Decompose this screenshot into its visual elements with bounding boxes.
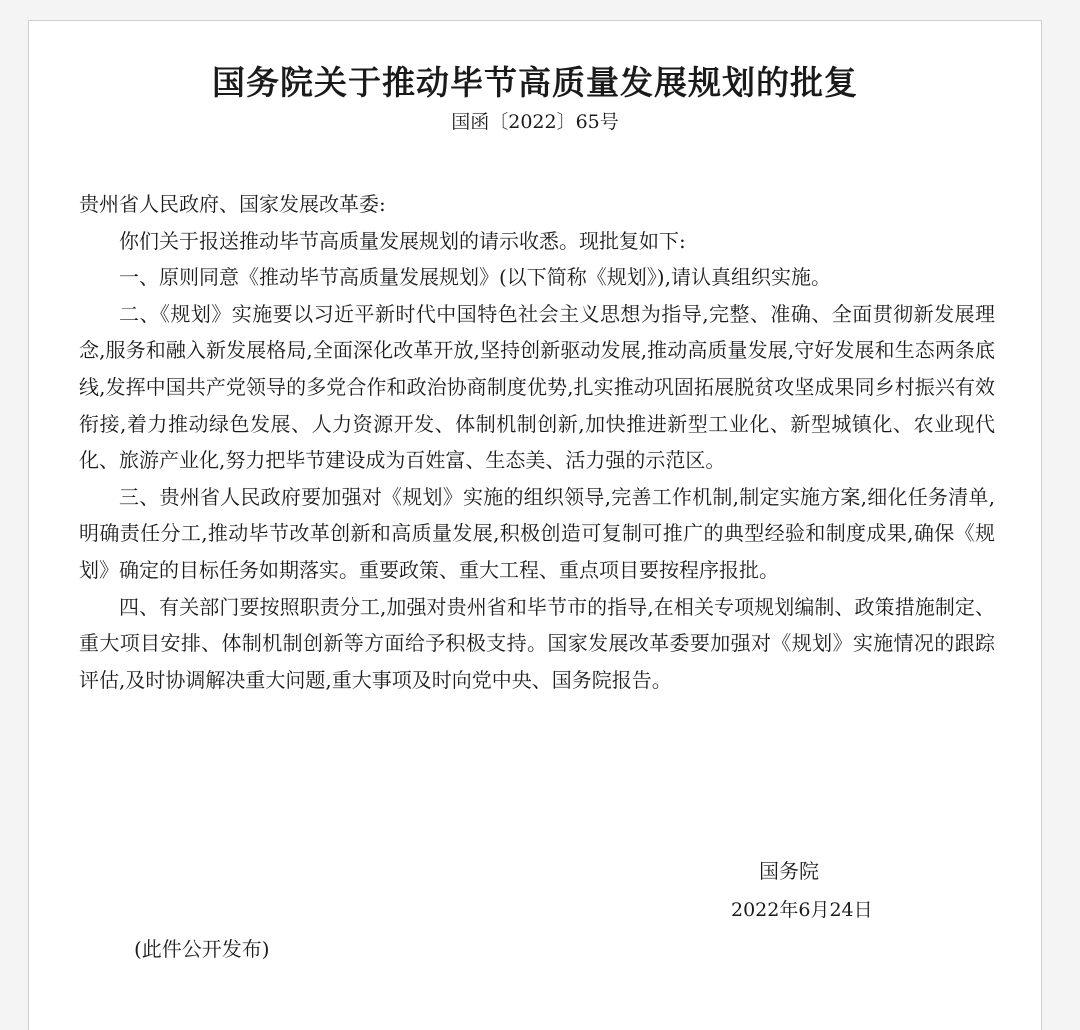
paragraph-intro: 你们关于报送推动毕节高质量发展规划的请示收悉。现批复如下: [119,228,686,253]
paragraph-item-2: 二、《规划》实施要以习近平新时代中国特色社会主义思想为指导,完整、准确、全面贯彻新发展理念,服务和融入新发展格局,全面深化改革开放,坚持创新驱动发展,推动高质量发展,守好发展和生态两条底线,发挥中国共产党领导的多党合作和政治协商制度优势,扎实推动巩固拓展脱贫攻坚成果同乡村振兴有效衔接,着力推动绿色发展、人力资源开发、体制机制创新,加快推进新型工业化、新型城镇化、农业现代化、旅游产业化,努力把毕节建设成为百姓富、生态美、活力强的示范区。 [79,301,995,473]
paragraph-item-3: 三、贵州省人民政府要加强对《规划》实施的组织领导,完善工作机制,制定实施方案,细化任务清单,明确责任分工,推动毕节改革创新和高质量发展,积极创造可复制可推广的典型经验和制度成果,确保《规划》确定的目标任务如期落实。重要政策、重大工程、重点项目要按程序报批。 [79,484,995,582]
publication-note: (此件公开发布) [134,937,270,961]
document-title: 国务院关于推动毕节高质量发展规划的批复 [212,63,858,102]
document-number: 国函〔2022〕65号 [451,111,619,133]
issuer-signature: 国务院 [759,859,819,883]
document-page [28,20,1042,1030]
paragraph-item-4: 四、有关部门要按照职责分工,加强对贵州省和毕节市的指导,在相关专项规划编制、政策措施制定、重大项目安排、体制机制创新等方面给予积极支持。国家发展改革委要加强对《规划》实施情况的跟踪评估,及时协调解决重大问题,重大事项及时向党中央、国务院报告。 [79,594,995,692]
document-body [79,186,995,698]
addressee: 贵州省人民政府、国家发展改革委: [79,192,386,216]
paragraph-item-1: 一、原则同意《推动毕节高质量发展规划》(以下简称《规划》),请认真组织实施。 [119,265,831,290]
issue-date: 2022年6月24日 [731,899,873,921]
